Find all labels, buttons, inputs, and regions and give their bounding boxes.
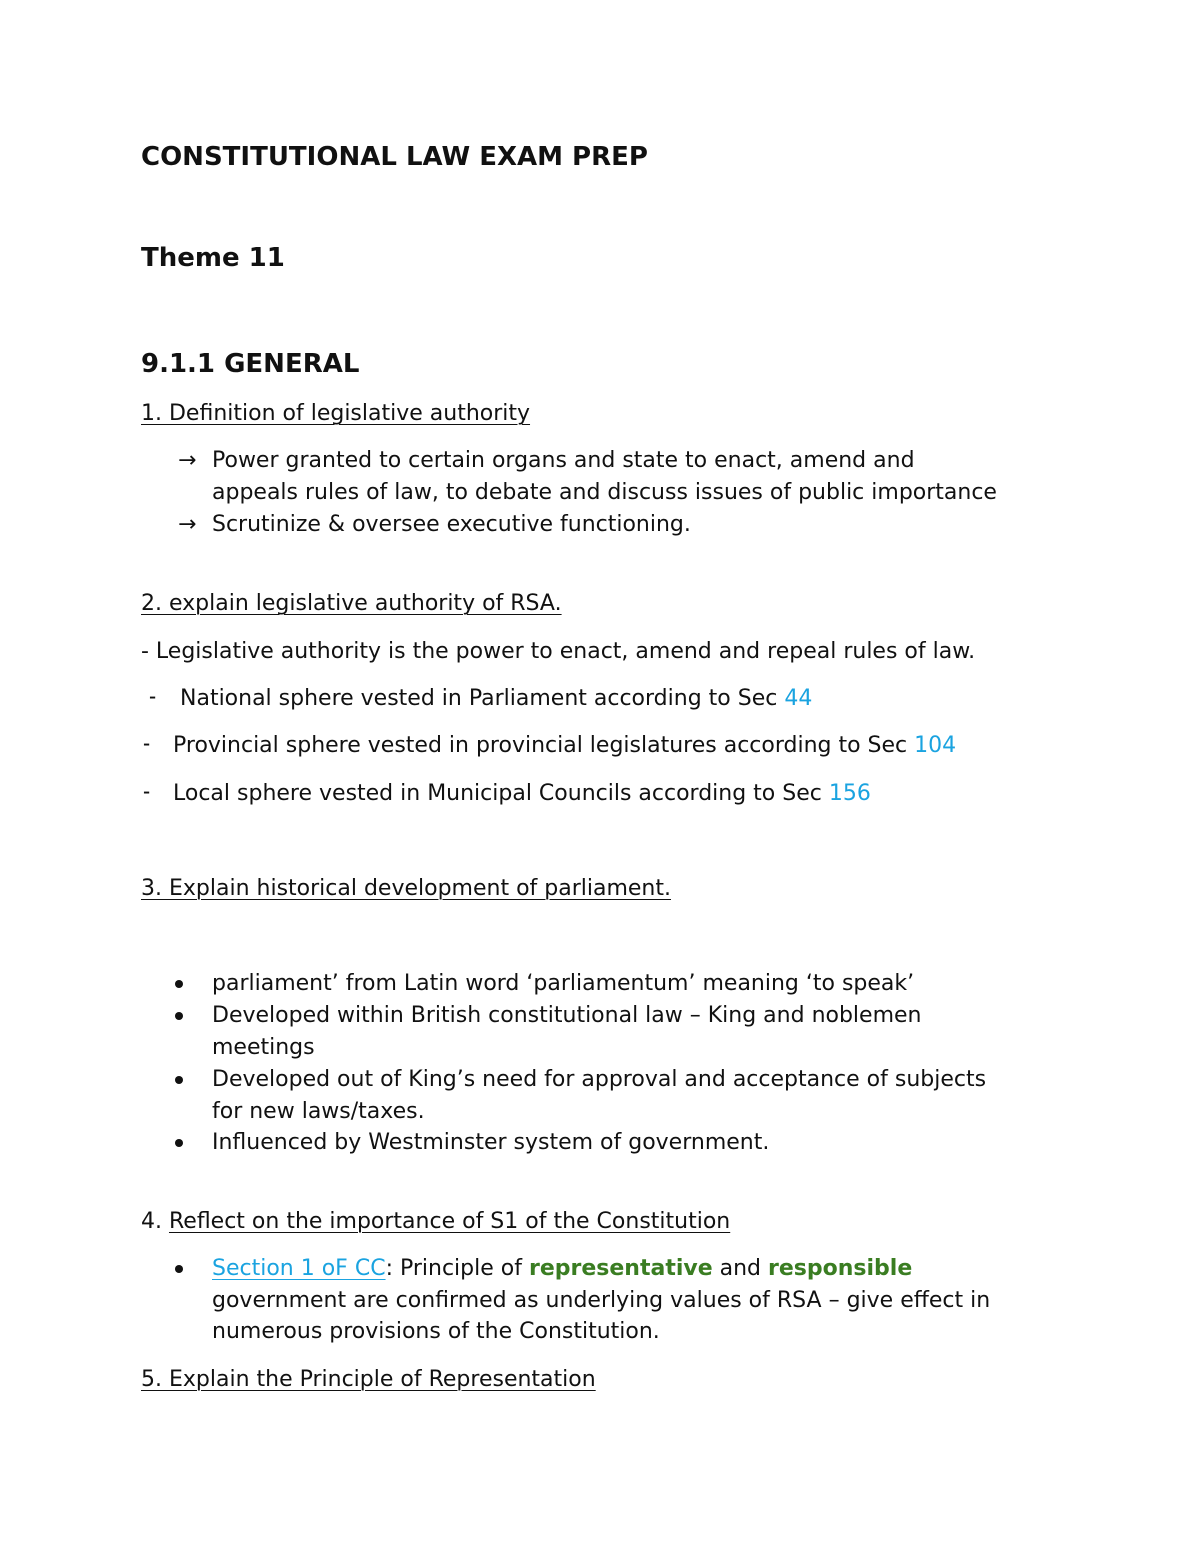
q1-item-1-line1: Power granted to certain organs and state to enact, amend and (212, 448, 915, 473)
q1-item-2-line1: Scrutinize & oversee executive functioning. (212, 512, 691, 537)
q1-heading: 1. Definition of legislative authority (141, 401, 531, 426)
q4-heading-row (141, 1206, 730, 1238)
q3-heading: 3. Explain historical development of parliament. (141, 876, 671, 901)
q2-intro: - Legislative authority is the power to enact, amend and repeal rules of law. (141, 639, 976, 664)
dash-bullet-icon: ⁃ (142, 735, 151, 756)
q4-heading: Reflect on the importance of S1 of the Constitution (168, 1209, 731, 1234)
dash-bullet-icon: ⁃ (148, 688, 157, 709)
bullet-icon (175, 1265, 183, 1273)
q2-item-2 (173, 730, 956, 762)
q5-heading: 5. Explain the Principle of Representation (141, 1367, 596, 1392)
q4-text-b: and (712, 1256, 769, 1281)
q3-item-2-line2: meetings (212, 1035, 315, 1060)
document-title: CONSTITUTIONAL LAW EXAM PREP (141, 142, 648, 172)
q4-colon: : (385, 1256, 393, 1281)
q4-bold-responsible: responsible (768, 1256, 913, 1281)
bullet-icon (175, 980, 183, 988)
q4-bold-representative: representative (528, 1256, 713, 1281)
arrow-icon: → (178, 512, 197, 537)
q2-item-1-sec: 44 (784, 686, 813, 711)
bullet-icon (175, 1139, 183, 1147)
q4-item-line2: government are confirmed as underlying values of RSA – give effect in (212, 1288, 991, 1313)
q3-item-1-line1: parliament’ from Latin word ‘parliamentum’ meaning ‘to speak’ (212, 971, 915, 996)
theme-heading: Theme 11 (141, 243, 285, 273)
q2-item-1 (180, 683, 812, 715)
section-1-link[interactable]: Section 1 oF CC (212, 1256, 386, 1281)
q3-item-3-line1: Developed out of King’s need for approval and acceptance of subjects (212, 1067, 987, 1092)
q2-item-3-text: Local sphere vested in Municipal Councils according to Sec (173, 781, 829, 806)
q2-item-3 (173, 778, 871, 810)
section-heading: 9.1.1 GENERAL (141, 349, 360, 379)
dash-bullet-icon: ⁃ (142, 783, 151, 804)
arrow-icon: → (178, 448, 197, 473)
q3-item-4-line1: Influenced by Westminster system of government. (212, 1130, 770, 1155)
q4-number: 4. (141, 1209, 169, 1234)
q2-item-3-sec: 156 (828, 781, 871, 806)
q2-heading: 2. explain legislative authority of RSA. (141, 591, 562, 616)
q4-item-line1 (212, 1253, 912, 1285)
q2-item-2-sec: 104 (914, 733, 957, 758)
q1-item-1-line2: appeals rules of law, to debate and discuss issues of public importance (212, 480, 997, 505)
q2-item-1-text: National sphere vested in Parliament according to Sec (180, 686, 785, 711)
q4-item-line3: numerous provisions of the Constitution. (212, 1319, 660, 1344)
q4-text-a: Principle of (392, 1256, 529, 1281)
bullet-icon (175, 1012, 183, 1020)
q2-item-2-text: Provincial sphere vested in provincial legislatures according to Sec (173, 733, 915, 758)
q3-item-3-line2: for new laws/taxes. (212, 1099, 425, 1124)
q3-item-2-line1: Developed within British constitutional law – King and noblemen (212, 1003, 922, 1028)
bullet-icon (175, 1076, 183, 1084)
